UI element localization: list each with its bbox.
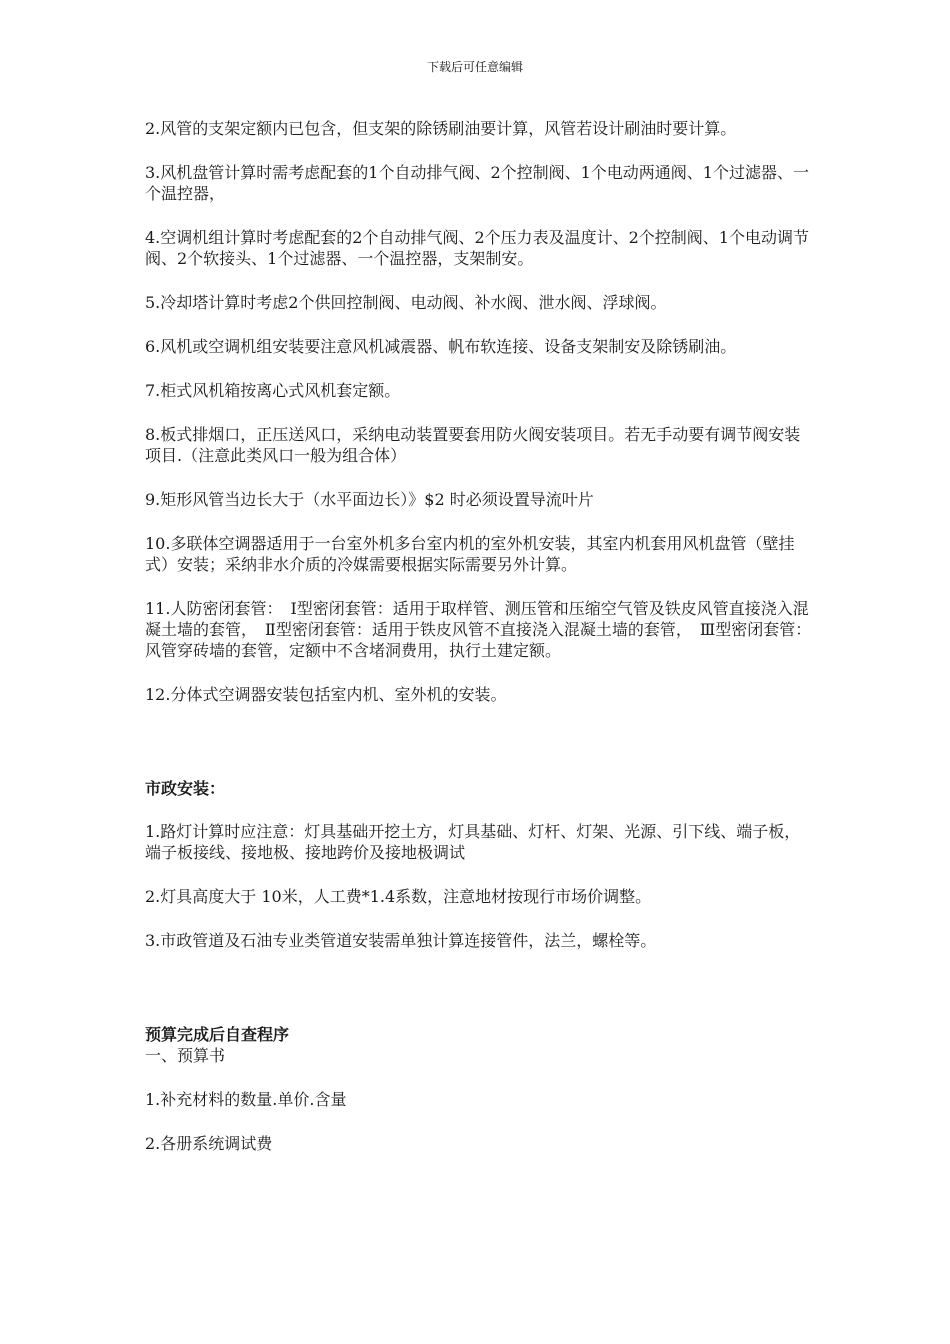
heading-gap <box>145 799 815 821</box>
document-body <box>145 118 815 1177</box>
selfcheck-subtitle: 一、预算书 <box>145 1046 226 1065</box>
hvac-item-3: 3.风机盘管计算时需考虑配套的1个自动排气阀、2个控制阀、1个电动两通阀、1个过滤器、一个温控器， <box>145 163 809 203</box>
hvac-item-2: 2.风管的支架定额内已包含，但支架的除锈刷油要计算，风管若设计刷油时要计算。 <box>145 119 737 138</box>
hvac-item-9: 9.矩形风管当边长大于（水平面边长）》$2 时必须设置导流叶片 <box>145 490 594 509</box>
hvac-item-11: 11.人防密闭套管： Ⅰ型密闭套管：适用于取样管、测压管和压缩空气管及铁皮风管直接浇入混凝土墙的套管， Ⅱ型密闭套管：适用于铁皮风管不直接浇入混凝土墙的套管， Ⅲ型密闭套管：风管穿砖墙的套管，定额中不含堵洞费用，执行土建定额。 <box>145 599 812 660</box>
selfcheck-item-1: 1.补充材料的数量.单价.含量 <box>145 1090 347 1109</box>
hvac-item-7: 7.柜式风机箱按离心式风机套定额。 <box>145 381 401 400</box>
hvac-item-12: 12.分体式空调器安装包括室内机、室外机的安装。 <box>145 685 507 704</box>
hvac-item-10: 10.多联体空调器适用于一台室外机多台室内机的室外机安装，其室内机套用风机盘管（壁挂式）安装；采纳非水介质的冷媒需要根据实际需要另外计算。 <box>145 534 795 574</box>
hvac-item-8: 8.板式排烟口，正压送风口，采纳电动装置要套用防火阀安装项目。若无手动要有调节阀安装项目.（注意此类风口一般为组合体） <box>145 425 801 465</box>
hvac-item-6: 6.风机或空调机组安装要注意风机减震器、帆布软连接、设备支架制安及除锈刷油。 <box>145 337 737 356</box>
selfcheck-heading: 预算完成后自查程序 <box>145 1025 290 1044</box>
hvac-item-4: 4.空调机组计算时考虑配套的2个自动排气阀、2个压力表及温度计、2个控制阀、1个电动调节阀、2个软接头、1个过滤器、一个温控器，支架制安。 <box>145 228 809 268</box>
municipal-item-3: 3.市政管道及石油专业类管道安装需单独计算连接管件，法兰，螺栓等。 <box>145 931 657 950</box>
header-note: 下载后可任意编辑 <box>426 60 523 74</box>
municipal-item-2: 2.灯具高度大于 10米，人工费*1.4系数，注意地材按现行市场价调整。 <box>145 887 652 906</box>
hvac-item-5: 5.冷却塔计算时考虑2个供回控制阀、电动阀、补水阀、泄水阀、浮球阀。 <box>145 293 667 312</box>
selfcheck-item-2: 2.各册系统调试费 <box>145 1134 273 1153</box>
section-gap <box>145 974 815 1024</box>
municipal-item-1: 1.路灯计算时应注意：灯具基础开挖土方，灯具基础、灯杆、灯架、光源、引下线、端子板，端子板接线、接地极、接地跨价及接地极调试 <box>145 822 801 862</box>
municipal-heading: 市政安装： <box>145 779 226 798</box>
section-gap <box>145 728 815 778</box>
